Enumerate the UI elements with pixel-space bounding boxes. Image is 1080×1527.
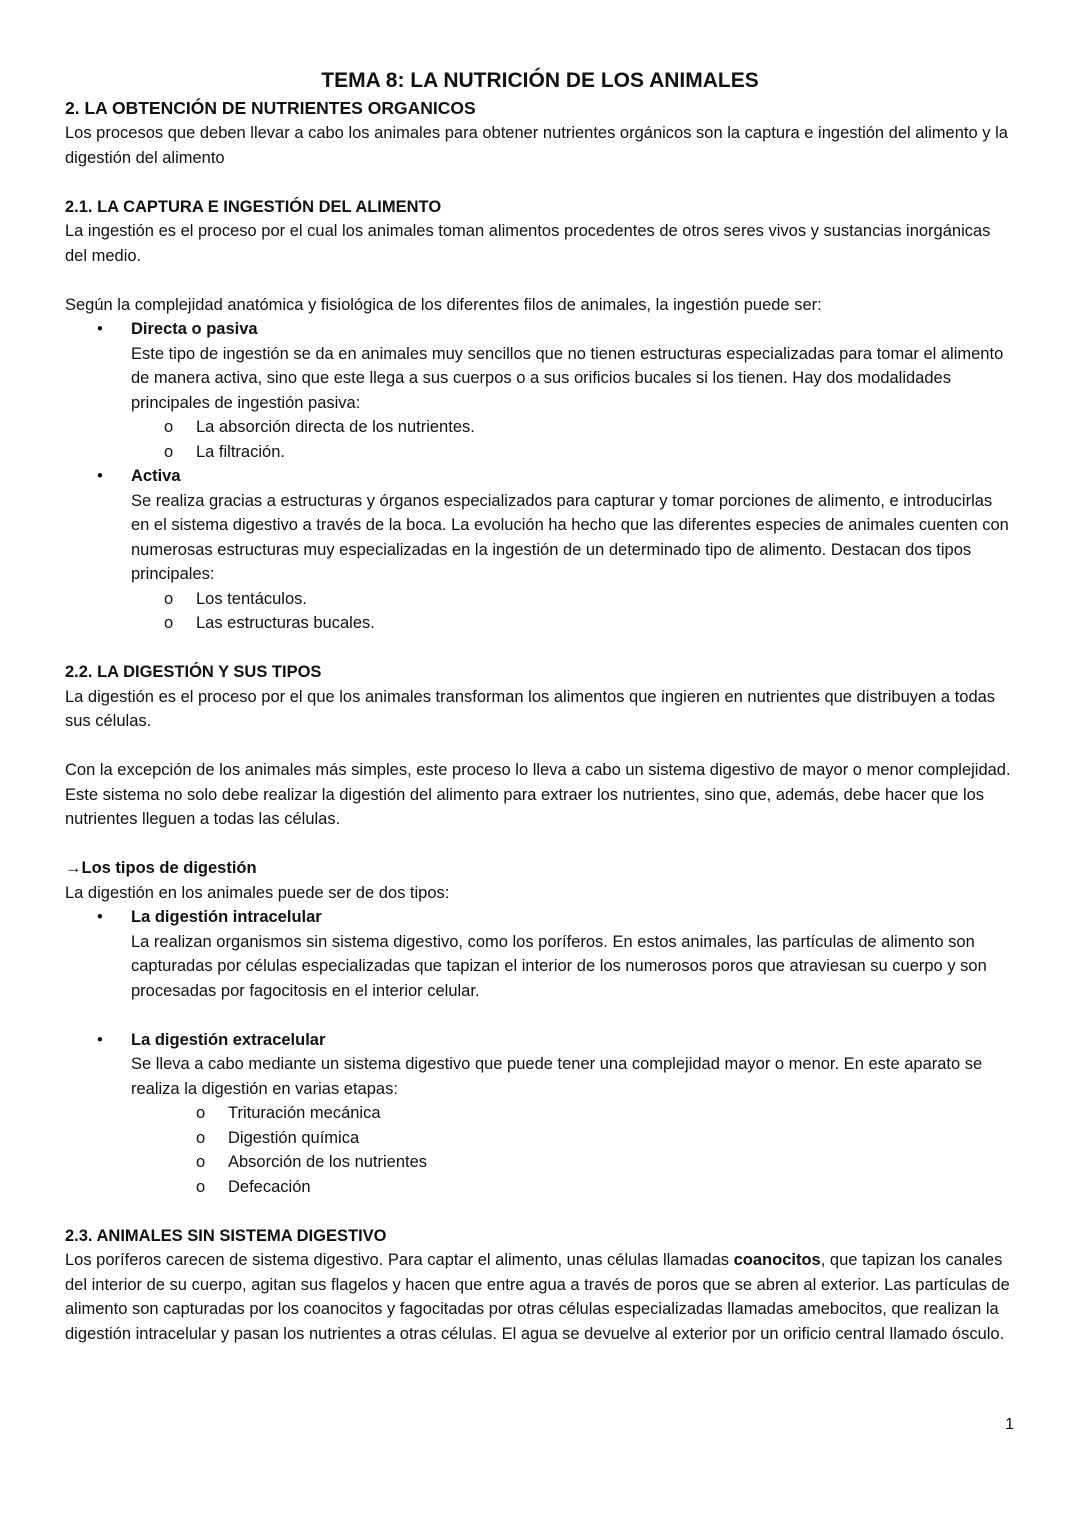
section-2-intro: Los procesos que deben llevar a cabo los animales para obtener nutrientes orgánicos son la captura e ingestión del alimento y la digestión del alimento: [65, 124, 1008, 167]
bullet-dot: •: [97, 467, 103, 485]
bullet-extracelular: [65, 1028, 1015, 1102]
section-2-1-p2: Según la complejidad anatómica y fisiológica de los diferentes filos de animales, la ingestión puede ser:: [65, 295, 822, 314]
list-item: o Los tentáculos.: [65, 587, 1015, 612]
section-2-2-p2: Con la excepción de los animales más simples, este proceso lo lleva a cabo un sistema digestivo de mayor o menor complejidad. Este sistema no solo debe realizar la digestión del alimento para extraer los nutrientes, sino que, además, debe hacer que los nutrientes lleguen a todas las células.: [65, 761, 1011, 828]
bold-term: coanocitos: [733, 1251, 821, 1269]
section-2-3-heading: 2.3. ANIMALES SIN SISTEMA DIGESTIVO: [65, 1226, 387, 1245]
list-item: o La filtración.: [65, 440, 1015, 465]
bullet-dot: •: [97, 1030, 103, 1049]
bullet-term: La digestión extracelular: [131, 1030, 326, 1049]
bullet-intracelular: [65, 905, 1015, 1003]
section-2-1-p1: La ingestión es el proceso por el cual los animales toman alimentos procedentes de otros seres vivos y sustancias inorgánicas del medio.: [65, 222, 991, 265]
bullet-term: Activa: [131, 467, 181, 485]
page-number: 1: [1005, 1416, 1014, 1433]
list-item: o Defecación: [65, 1175, 1015, 1200]
arrow-right-icon: →: [65, 859, 82, 877]
bullet-text: La realizan organismos sin sistema digestivo, como los poríferos. En estos animales, las partículas de alimento son capturadas por células especializadas que tapizan el interior de los numerosos poros que atraviesan su cuerpo y son procesadas por fagocitosis en el interior celular.: [131, 932, 987, 1000]
bullet-activa: [65, 464, 1015, 587]
bullet-dot: •: [97, 908, 103, 926]
circle-bullet-icon: o: [164, 614, 174, 632]
circle-bullet-icon: o: [196, 1153, 206, 1171]
bullet-term: La digestión intracelular: [131, 908, 322, 926]
section-2-2-heading: 2.2. LA DIGESTIÓN Y SUS TIPOS: [65, 663, 322, 681]
bullet-directa: [65, 317, 1015, 415]
section-2-heading: 2. LA OBTENCIÓN DE NUTRIENTES ORGANICOS: [65, 98, 476, 118]
circle-bullet-icon: o: [164, 589, 174, 608]
list-item: o La absorción directa de los nutrientes.: [65, 415, 1015, 440]
section-2-3-text: Los poríferos carecen de sistema digestivo. Para captar el alimento, unas células llamadas coanocitos, que tapizan los canales del interior de su cuerpo, agitan sus flagelos y hacen que entre agua a través de poros que se abren al exterior. Las partículas de alimento son capturadas por los coanocitos y fagocitadas por otras células especializadas llamadas amebocitos, que realizan la digestión intracelular y pasan los nutrientes a otras células. El agua se devuelve al exterior por un orificio central llamado ósculo.: [65, 1251, 1010, 1343]
circle-bullet-icon: o: [196, 1128, 206, 1147]
tipos-intro: La digestión en los animales puede ser de dos tipos:: [65, 883, 450, 902]
section-2-2-p1: La digestión es el proceso por el que los animales transforman los alimentos que ingieren en nutrientes que distribuyen a todas sus células.: [65, 687, 996, 730]
circle-bullet-icon: o: [164, 442, 174, 461]
circle-bullet-icon: o: [164, 418, 174, 436]
list-item: o Trituración mecánica: [65, 1101, 1015, 1126]
circle-bullet-icon: o: [196, 1177, 206, 1196]
bullet-text: Este tipo de ingestión se da en animales muy sencillos que no tienen estructuras especializadas para tomar el alimento de manera activa, sino que este llega a sus cuerpos o a sus orificios bucales si los tienen. Hay dos modalidades principales de ingestión pasiva:: [131, 344, 1004, 412]
bullet-term: Directa o pasiva: [131, 320, 258, 338]
bullet-text: Se realiza gracias a estructuras y órganos especializados para capturar y tomar porciones de alimento, e introducirlas en el sistema digestivo a través de la boca. La evolución ha hecho que las diferentes especies de animales cuenten con numerosas estructuras muy especializadas en la ingestión de un determinado tipo de alimento. Destacan dos tipos principales:: [131, 491, 1009, 583]
document-title: TEMA 8: LA NUTRICIÓN DE LOS ANIMALES: [321, 69, 759, 92]
section-2-1-heading: 2.1. LA CAPTURA E INGESTIÓN DEL ALIMENTO: [65, 197, 442, 216]
list-item: o Digestión química: [65, 1126, 1015, 1151]
bullet-text: Se lleva a cabo mediante un sistema digestivo que puede tener una complejidad mayor o menor. En este aparato se realiza la digestión en varias etapas:: [131, 1055, 983, 1098]
circle-bullet-icon: o: [196, 1104, 206, 1122]
bullet-dot: •: [97, 320, 103, 338]
tipos-heading: →Los tipos de digestión: [65, 859, 257, 877]
list-item: o Las estructuras bucales.: [65, 611, 1015, 636]
list-item: o Absorción de los nutrientes: [65, 1150, 1015, 1175]
document-page: [65, 66, 1015, 1346]
